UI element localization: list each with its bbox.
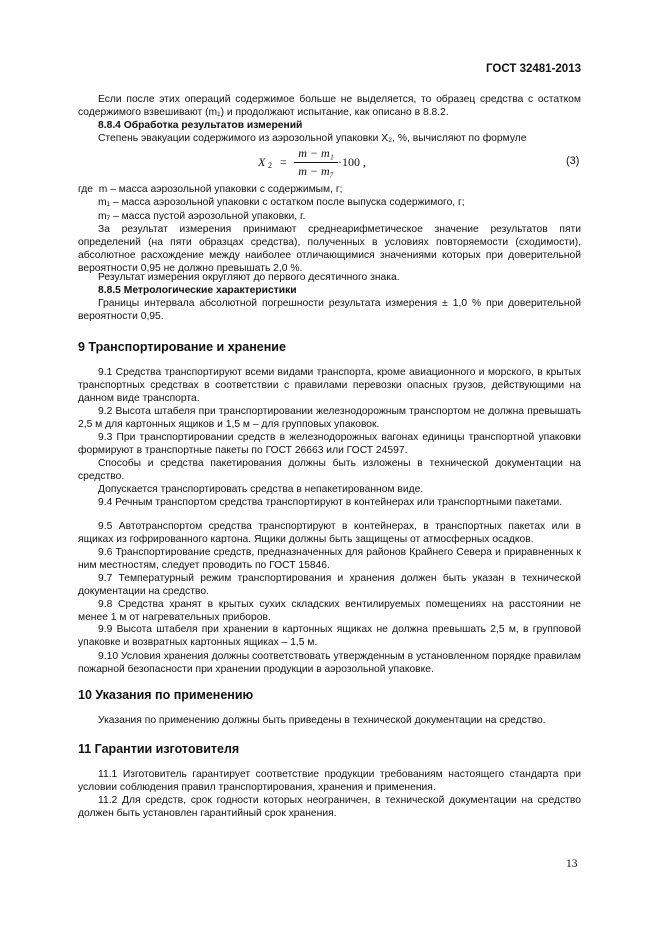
section-9-para: 9.6 Транспортирование средств, предназначенных для районов Крайнего Севера и приравненных к ним местностям, следует проводить по ГОСТ 15846. <box>78 547 581 571</box>
section-11-heading: 11 Гарантии изготовителя <box>78 742 240 756</box>
section-10-text: Указания по применению должны быть приведены в технической документации на средство. <box>98 715 546 726</box>
section-9-para: 9.2 Высота штабеля при транспортировании железнодорожным транспортом не должна превышать 2,5 м для картонных ящиков и 1,5 м – для групповых упаковок. <box>78 406 581 430</box>
formula-multiplier: ·100 , <box>338 155 366 169</box>
legend-item: m₇ – масса пустой аэрозольной упаковки, г. <box>98 210 306 222</box>
section-9-para: 9.3 При транспортировании средств в железнодорожных вагонах единицы транспортной упаковки формируют в транспортные пакеты по ГОСТ 26663 или ГОСТ 24597. <box>78 432 581 456</box>
result-paragraph: За результат измерения принимают среднеарифметическое значение результатов пяти определений (на пяти образцах средства), полученных в условиях повторяемости (сходимости), абсолютное расхождение между наиболее отличающимися значениями которых при доверительной вероятности 0,95 не должно превышать 2,0 %. <box>78 224 581 274</box>
rounding-paragraph: Результат измерения округляют до первого десятичного знака. <box>98 272 400 283</box>
legend-where: где <box>78 184 94 195</box>
subsection-884-text: Степень эвакуации содержимого из аэрозольной упаковки X₂, %, вычисляют по формуле <box>98 133 527 144</box>
section-9-para: 9.1 Средства транспортируют всеми видами транспорта, кроме авиационного и морского, в крытых транспортных средствах в соответствии с правилами перевозки опасных грузов, действующими на данном виде транспорта. <box>78 367 581 404</box>
page-number: 13 <box>566 858 578 870</box>
section-9-para: Способы и средства пакетирования должны быть изложены в технической документации на средство. <box>78 458 581 482</box>
formula-legend <box>78 183 581 223</box>
intro-paragraph: Если после этих операций содержимое больше не выделяется, то образец средства с остатком содержимого взвешивают (m₁) и продолжают испытание, как описано в 8.8.2. <box>78 94 581 118</box>
formula-lhs-sub: 2 <box>268 161 272 170</box>
section-9-para: 9.8 Средства хранят в крытых сухих складских вентилируемых помещениях на расстоянии не менее 1 м от нагревательных приборов. <box>78 599 581 623</box>
section-9-heading: 9 Транспортирование и хранение <box>78 340 286 354</box>
legend-item: m – масса аэрозольной упаковки с содержимым, г; <box>98 184 343 195</box>
formula-eq: = <box>280 155 287 169</box>
formula-denominator: m − m₇ <box>298 164 334 178</box>
subsection-884-title: 8.8.4 Обработка результатов измерений <box>98 120 303 131</box>
legend-line-1 <box>78 183 581 196</box>
section-11-para: 11.2 Для средств, срок годности которых неограничен, в технической документации на средство должен быть установлен гарантийный срок хранения. <box>78 795 581 819</box>
subsection-885-title: 8.8.5 Метрологические характеристики <box>98 285 297 296</box>
section-9-para: 9.7 Температурный режим транспортирования и хранения должен быть указан в технической документации на средство. <box>78 573 581 597</box>
section-9-para: 9.10 Условия хранения должны соответствовать утвержденным в установленном порядке правилам пожарной безопасности при хранении продукции в аэрозольной упаковке. <box>78 651 581 675</box>
section-11-para: 11.1 Изготовитель гарантирует соответствие продукции требованиям настоящего стандарта при условии соблюдения правил транспортирования, хранения и применения. <box>78 769 581 793</box>
formula-numerator: m − m₁ <box>298 146 334 160</box>
section-10-heading: 10 Указания по применению <box>78 688 254 702</box>
legend-item: m₁ – масса аэрозольной упаковки с остатком после выпуска содержимого, г; <box>98 197 465 209</box>
formula-lhs: X <box>258 155 266 169</box>
formula-3 <box>258 146 388 178</box>
section-9-para: Допускается транспортировать средства в непакетированном виде. <box>98 484 424 495</box>
subsection-885-text: Границы интервала абсолютной погрешности результата измерения ± 1,0 % при доверительной вероятности 0,95. <box>78 298 581 322</box>
section-9-para: 9.5 Автотранспортом средства транспортируют в контейнерах, в транспортных пакетах или в ящиках из гофрированного картона. Ящики должны быть защищены от атмосферных осадков. <box>78 521 581 545</box>
section-9-para: 9.4 Речным транспортом средства транспортируют в контейнерах или транспортными пакетами. <box>98 497 563 508</box>
formula-number: (3) <box>566 155 580 167</box>
section-9-para: 9.9 Высота штабеля при хранении в картонных ящиках не должна превышать 2,5 м, в групповой упаковке и возвратных картонных ящиках – 1,5 м. <box>78 624 581 648</box>
standard-header: ГОСТ 32481-2013 <box>486 63 581 75</box>
fraction-bar <box>294 162 338 163</box>
